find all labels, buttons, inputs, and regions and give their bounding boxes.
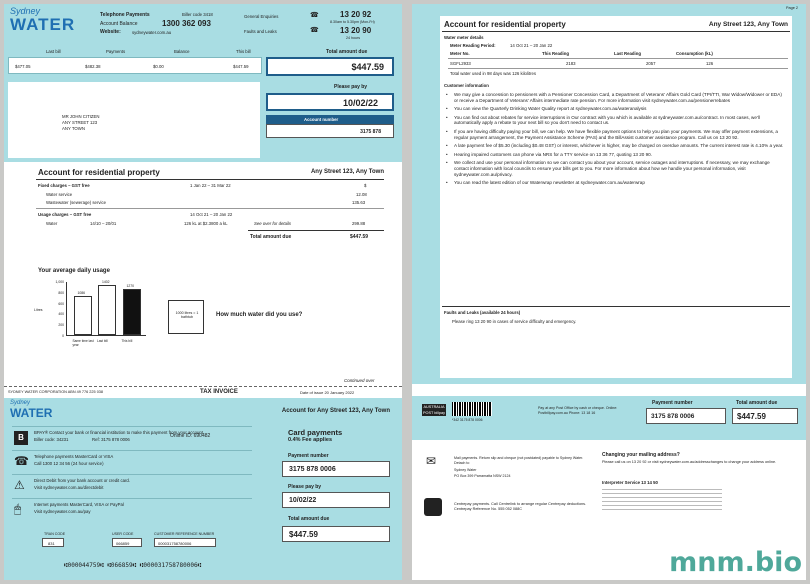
usage-bar xyxy=(98,285,116,335)
post-text: Pay at any Post Office by cash or cheque. Online: Postbillpay.com.au Phone: 13 18 16 xyxy=(538,406,618,415)
address-band xyxy=(4,80,402,162)
charges-total-label: Total amount due xyxy=(250,234,292,240)
ytick-label: 1,000 xyxy=(55,280,64,284)
meter-consumption: 126 xyxy=(706,61,714,66)
water-usage-amount: 299.88 xyxy=(352,221,366,226)
water-usage-calc: 126 kL at $2.3800 a kL xyxy=(184,221,228,226)
general-hours: 8.30am to 5.30pm (Mon-Fri) xyxy=(330,20,375,24)
stub-total-label: Total amount due xyxy=(288,516,330,522)
stub-tel-number: Call 1300 12 34 56 (24 hour service) xyxy=(34,461,104,466)
interpreter-service: Interpreter Service 13 14 50 xyxy=(602,480,658,485)
summary-total-box xyxy=(266,57,394,76)
info-item: • If you are having difficulty paying your bill, we can help. We have flexible payment options to help you plan your payments. We may offer payment extensions, a regular payment arrangement, the Payment Assistance Scheme (PAS) and the BillAssist customer assistance program. Call us on 13 20 92. xyxy=(446,129,784,140)
account-balance-label: Account Balance xyxy=(100,21,138,27)
stub-direct-text: Direct Debit from your bank account or credit card. xyxy=(34,478,131,483)
usage-chart-plot xyxy=(66,279,146,336)
ytick-label: 0 xyxy=(62,334,64,338)
water-usage-see-over: See over for details xyxy=(254,221,292,226)
bill-page-2 xyxy=(412,4,806,580)
account-number-label: Account number xyxy=(304,117,339,122)
barcode xyxy=(452,402,492,416)
brand-line1: Sydney xyxy=(10,6,41,16)
stub-pay-by-label: Please pay by xyxy=(288,484,322,490)
meter-no: SGFL2933 xyxy=(450,61,471,66)
customer-info-heading: Customer information xyxy=(444,83,489,88)
stub-row-bpay xyxy=(12,426,252,446)
telephone-payments-number: 1300 362 093 xyxy=(162,19,211,28)
meter-row-rule xyxy=(448,68,788,69)
meter-col-no: Meter No. xyxy=(450,51,470,56)
stub-pay-by-box xyxy=(282,492,390,508)
ytick-label: 800 xyxy=(58,290,64,295)
bathtub-legend xyxy=(168,300,204,334)
phone-icon: ☎ xyxy=(310,12,319,19)
pay-by-date: 10/02/22 xyxy=(342,98,378,108)
p2-faults-heading: Faults and Leaks (available 24 hours) xyxy=(444,310,521,315)
mail-addr-2: PO Box 399 Parramatta NSW 2124 xyxy=(454,474,511,478)
water-service-label: Water service xyxy=(46,192,73,197)
usage-chart-ylabel: Litres xyxy=(34,308,43,312)
p2-street: Any Street 123, Any Town xyxy=(708,21,788,28)
info-item: • Hearing impaired customers can phone via NRS for a TTY service on 13 36 77, quoting 13 20 90. xyxy=(446,152,784,158)
meter-col-last: Last Reading xyxy=(614,51,641,56)
stub-brand-line1: Sydney xyxy=(10,400,31,406)
usage-bar-value: 1270 xyxy=(126,284,135,289)
address-line-1: MR JOHN CITIZEN xyxy=(62,114,100,119)
ytick-label: 200 xyxy=(58,323,64,328)
account-number-box xyxy=(266,124,394,138)
usage-chart-section xyxy=(34,266,386,356)
stub-total: $447.59 xyxy=(289,530,318,539)
stub-ref: Ref: 3175 878 0006 xyxy=(92,437,130,442)
trans-code-box xyxy=(42,538,64,547)
stub-pay-num-label: Payment number xyxy=(288,453,329,459)
bpay-icon: B xyxy=(14,431,28,445)
meter-this-reading: 2183 xyxy=(566,61,576,66)
summary-label-last-bill: Last bill xyxy=(46,49,61,54)
wastewater-label: Wastewater (sewerage) service xyxy=(46,200,107,205)
user-code-box xyxy=(112,538,142,547)
meter-last-reading: 2057 xyxy=(646,61,656,66)
direct-debit-icon: ⚠ xyxy=(14,478,25,492)
biller-code: Biller code 3418 xyxy=(182,12,213,17)
interpreter-languages xyxy=(602,488,722,510)
centrepay-text: Centrepay payments. Call Centrelink to arrange regular Centrepay deductions. Centrepay Reference No. 555 052 088C xyxy=(454,502,587,511)
dollar-sign: $ xyxy=(364,183,367,188)
total-water-used: Total water used in 98 days was 126 kilolitres xyxy=(450,71,536,76)
meter-period: 14 Oct 21 – 20 Jan 22 xyxy=(510,43,553,48)
bathtub-legend-text: 1000 litres = 1 bathtub xyxy=(175,311,199,319)
centrepay-icon xyxy=(424,498,442,516)
address-line-2: ANY STREET 123 xyxy=(62,120,98,125)
summary-last-bill: $477.05 xyxy=(15,64,31,69)
total-rule xyxy=(248,230,384,231)
mail-icon: ✉ xyxy=(426,454,437,468)
usage-charges-label: Usage charges – GST free xyxy=(38,212,92,217)
fixed-charges-label: Fixed charges – GST free xyxy=(38,183,90,188)
page1-header xyxy=(4,4,402,46)
water-service-amount: 12.08 xyxy=(356,192,367,197)
stub-biller-code: Biller code: 34231 xyxy=(34,437,69,442)
faults-number: 13 20 90 xyxy=(340,26,372,35)
cust-ref-box xyxy=(154,538,216,547)
water-usage-dates: 14/10 – 20/01 xyxy=(90,221,117,226)
p2-rule xyxy=(442,31,790,32)
tax-invoice: TAX INVOICE xyxy=(200,389,238,395)
p2-total-box xyxy=(732,408,798,424)
account-number: 3175 878 xyxy=(360,129,381,135)
fixed-charges-period: 1 Jan 22 – 31 Mar 22 xyxy=(190,183,231,188)
address-line-3: ANY TOWN xyxy=(62,126,85,131)
ytick-label: 600 xyxy=(58,301,64,306)
stub-row-internet xyxy=(12,498,252,518)
p2-pay-num-label: Payment number xyxy=(652,400,693,406)
general-number: 13 20 92 xyxy=(340,10,372,19)
info-item: • A late payment fee of $5.30 (including $0.48 GST) or interest, whichever is higher, may be charged on overdue amounts. The current interest rate is 4.10% a year. xyxy=(446,143,784,149)
page2-content xyxy=(440,16,792,378)
page1-footer xyxy=(4,386,402,396)
telephone-icon: ☎ xyxy=(14,454,29,468)
stub-direct-web: Visit sydneywater.com.au/directdebit xyxy=(34,485,104,490)
stub-total-box xyxy=(282,526,390,542)
faults-rule xyxy=(442,306,790,307)
info-item: • You can read the latest edition of our Waterwrap newsletter at sydneywater.com.au/waterwrap xyxy=(446,180,784,186)
australia-post-icon xyxy=(422,404,446,416)
usage-chart-title: Your average daily usage xyxy=(38,268,110,274)
user-code: 066859 xyxy=(116,541,130,546)
watermark: mnm.bio xyxy=(669,547,802,578)
stub-card-label: Card payments xyxy=(288,428,343,437)
stub-internet-text: Internet payments MasterCard, VISA or PayPal xyxy=(34,502,124,507)
stub-card-fee: 0.4% Fee applies xyxy=(288,437,333,443)
charges-rule xyxy=(36,179,384,180)
post-ref: *342 3175 878 0006 xyxy=(452,418,483,422)
faults-hours: 24 hours xyxy=(346,36,360,40)
telephone-payments-label: Telephone Payments xyxy=(100,12,150,18)
usage-bar-value: 1402 xyxy=(102,279,110,284)
cust-ref-label: CUSTOMER REFERENCE NUMBER xyxy=(154,532,215,536)
internet-icon: 🖱 xyxy=(14,502,22,516)
stub-title: Account for Any Street 123, Any Town xyxy=(281,408,390,414)
charges-total: $447.59 xyxy=(350,234,369,240)
cust-ref: 000031758780006 xyxy=(158,541,192,546)
usage-bar-label: Same time last year xyxy=(72,339,94,347)
micr-line: ⑆000044759⑆ ⑆066859⑆ ⑆000031758780006⑆ xyxy=(64,562,202,569)
brand-logo: WATER xyxy=(10,15,76,34)
meter-period-label: Meter Reading Period: xyxy=(450,43,496,48)
stub-brand-logo: WATER xyxy=(10,406,53,420)
summary-labels xyxy=(8,48,398,56)
residential-street: Any Street 123, Any Town xyxy=(310,169,384,175)
continued-over: Continued over xyxy=(344,378,375,383)
stub-pay-num-box xyxy=(282,461,390,477)
p2-total-label: Total amount due xyxy=(736,400,778,406)
pay-by-label: Please pay by xyxy=(334,84,368,90)
info-item: • We collect and use your personal information so we can contact you about your account, service outages and interruptions. If necessary, we may exchange contact information with local councils to ensure your bills get to you. For more information about how we handle your personal information, visit sydneywater.com.au/privacy. xyxy=(446,160,784,177)
bill-page-1 xyxy=(4,4,402,580)
page2-frame xyxy=(412,4,806,384)
corp-abn: SYDNEY WATER CORPORATION ABN 49 776 225 038 xyxy=(8,390,104,394)
stub-online-id: Online ID: 690482 xyxy=(170,433,211,439)
summary-label-balance: Balance xyxy=(174,49,190,54)
summary-label-payments: Payments xyxy=(106,49,126,54)
usage-bar-value: 1086 xyxy=(77,290,86,295)
user-code-label: USER CODE xyxy=(112,532,134,536)
summary-label-this-bill: This bill xyxy=(236,49,251,54)
website-label: Website: xyxy=(100,29,121,35)
pay-by-box xyxy=(266,93,394,111)
usage-question: How much water did you use? xyxy=(216,312,303,318)
summary-balance: $0.00 xyxy=(153,64,164,69)
p2-total: $447.59 xyxy=(737,412,766,421)
mail-text: Mail payments. Return slip and cheque (not postdated) payable to Sydney Water. Detach to xyxy=(454,456,584,465)
summary-this-bill: $447.59 xyxy=(233,64,249,69)
usage-bar-label: Last bill xyxy=(97,339,108,343)
info-item: • You can view the Quarterly Drinking Water Quality report at sydneywater.com.au/wateranalysis xyxy=(446,106,784,112)
summary-values xyxy=(8,57,262,74)
usage-bar-label: This bill xyxy=(121,339,133,343)
account-number-label-bar xyxy=(266,115,394,124)
payment-stub xyxy=(4,398,402,580)
charges-section xyxy=(34,164,386,256)
summary-band xyxy=(4,46,402,80)
summary-payments: $482.38 xyxy=(85,64,101,69)
wastewater-amount: 135.63 xyxy=(352,200,366,205)
ytick-label: 400 xyxy=(58,312,64,317)
meter-col-this: This Reading xyxy=(542,51,569,56)
stub-row-direct-debit xyxy=(12,474,252,494)
post-label: AUSTRALIA POST billpay xyxy=(422,405,446,415)
date-of-issue: Date of issue 20 January 2022 xyxy=(300,390,355,395)
change-address-question: Changing your mailing address? xyxy=(602,452,680,458)
general-enquiries-label: General Enquiries xyxy=(244,14,279,19)
meter-col-consumption: Consumption (kL) xyxy=(676,51,713,56)
usage-bar xyxy=(123,289,141,335)
page-number: Page 2 xyxy=(785,6,798,10)
usage-charges-period: 14 Oct 21 – 20 Jan 22 xyxy=(190,212,233,217)
p2-title: Account for residential property xyxy=(444,20,566,29)
meter-heading: Water meter details xyxy=(444,35,484,40)
phone-icon-2: ☎ xyxy=(310,27,319,34)
info-item: • You can find out about rebates for service interruptions in Our contract with you which is available at sydneywater.com.au/contract. In most cases, we'll automatically apply a rebate to your next bill so you don't need to contact us. xyxy=(446,115,784,126)
trans-code: 831 xyxy=(48,541,55,546)
stub-bpay-text: BPAY® Contact your bank or financial institution to make this payment from your account. xyxy=(34,430,205,435)
residential-title: Account for residential property xyxy=(38,168,160,177)
usage-bar xyxy=(74,296,92,335)
change-address-text: Please call us on 13 20 92 or visit sydneywater.com.au/addresschanges to change your address online. xyxy=(602,460,777,464)
p2-faults-text: Please ring 13 20 90 in cases of service difficulty and emergency. xyxy=(452,319,577,324)
summary-total-label: Total amount due xyxy=(326,49,368,55)
website: sydneywater.com.au xyxy=(132,30,172,35)
water-usage-label: Water xyxy=(46,221,58,226)
usage-chart-yaxis xyxy=(50,282,64,336)
meter-header-rule xyxy=(448,58,788,59)
usage-rule xyxy=(36,208,384,209)
trans-code-label: TRAN CODE xyxy=(44,532,66,536)
stub-pay-num: 3175 878 0006 xyxy=(289,466,336,473)
faults-label: Faults and Leaks xyxy=(244,29,277,34)
stub-internet-web: Visit sydneywater.com.au/pay xyxy=(34,509,91,514)
stub-row-telephone xyxy=(12,450,252,470)
customer-info-list xyxy=(446,92,784,189)
info-item: • We may give a concession to pensioners with a Pensioner Concession Card, a Department of Veterans' Affairs Gold Card (TPI/TTI, War Widow/Widower or EDA) or receive a Department of Veterans' Affairs intermediate rate pension. For more information visit sydneywater.com.au/pensionerrebates xyxy=(446,92,784,103)
summary-total: $447.59 xyxy=(351,62,384,72)
stub-pay-by: 10/02/22 xyxy=(289,497,317,504)
stub-tel-text: Telephone payments MasterCard or VISA xyxy=(34,454,114,459)
address-panel xyxy=(8,82,260,158)
mail-addr-1: Sydney Water xyxy=(454,468,477,472)
usage-chart-xaxis xyxy=(66,338,146,352)
p2-pay-num: 3175 878 0006 xyxy=(651,413,695,420)
p2-pay-num-box xyxy=(646,408,726,424)
